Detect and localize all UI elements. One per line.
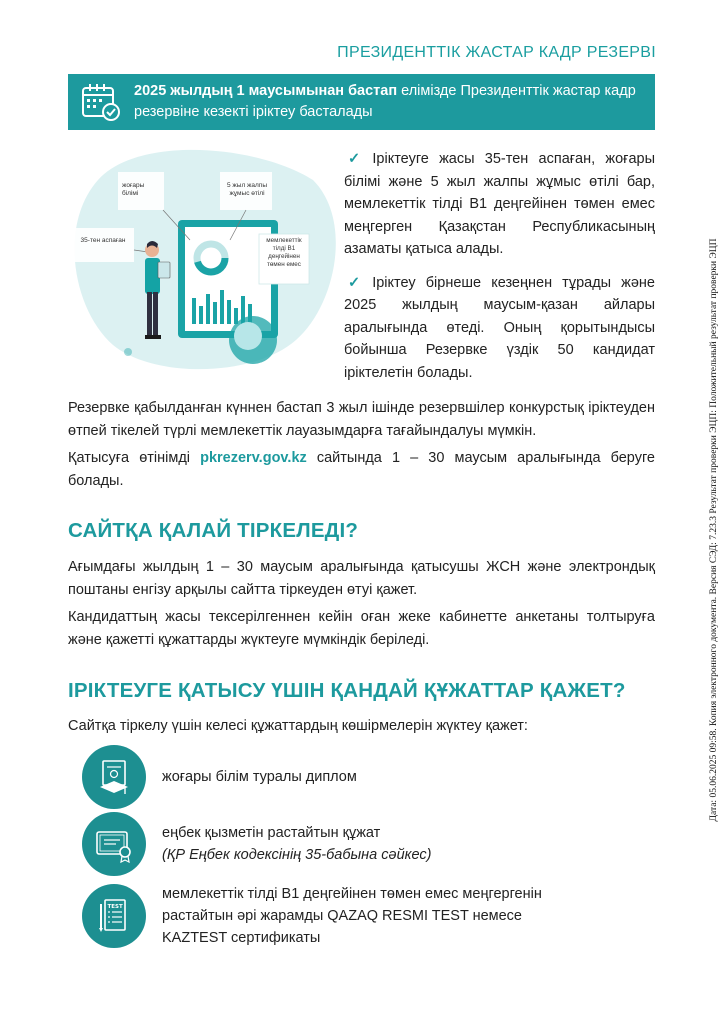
- calendar-check-icon: [68, 82, 134, 122]
- banner-text: [134, 81, 655, 123]
- svg-text:TEST: TEST: [107, 904, 123, 910]
- illustration-label-education: жоғары білімі: [122, 182, 145, 197]
- check-item-1: [344, 148, 655, 261]
- document-label: жоғары білім туралы диплом: [162, 769, 357, 785]
- check-item-2: [344, 272, 655, 385]
- illustration-label-language: мемлекеттік тілді В1 деңгейінен төмен емес: [266, 237, 302, 268]
- reserve-paragraph: Резервке қабылданған күннен бастап 3 жыл ішінде резервшілер конкурстық іріктеуден өтпей тікелей түрлі мемлекеттік лауазымдарға тағайындалуы мүмкін.: [68, 400, 655, 439]
- document-text: [162, 822, 431, 866]
- edms-stamp-text: Дата: 05.06.2025 09:58. Копия электронного документа. Версия СЭД: 7.23.3 Результат проверки ЭЦП: Положительный результат проверки ЭЦП: [709, 238, 719, 822]
- check-text: Іріктеуге жасы 35-тен аспаған, жоғары білімі және 5 жыл жалпы жұмыс өтілі бар, мемлекеттік тілді В1 деңгейінен төмен емес меңгерген Қазақстан Республикасының азаматы қатыса алады.: [344, 151, 656, 257]
- section-title-registration: САЙТҚА ҚАЛАЙ ТІРКЕЛЕДІ?: [68, 519, 359, 542]
- application-text-after: сайтында 1 – 30 маусым аралығында беруге болады.: [68, 450, 655, 489]
- check-text: Іріктеу бірнеше кезеңнен тұрады және 2025 жылдың маусым-қазан айлары аралығында өтеді. Оның қорытындысы бойынша Резервке үздік 50 кандидат іріктелетін болады.: [344, 274, 655, 381]
- document-note: (ҚР Еңбек кодексінің 35-бабына сәйкес): [162, 847, 432, 863]
- document-item-employment: [82, 812, 431, 876]
- application-paragraph: [68, 447, 655, 492]
- illustration-label-experience: 5 жыл жалпы жұмыс өтілі: [227, 182, 267, 197]
- edms-stamp: [708, 90, 720, 970]
- checkmark-icon: ✓: [348, 274, 367, 291]
- application-text-before: Қатысуға өтінімді: [68, 450, 201, 466]
- test-document-icon: [82, 884, 146, 948]
- banner-bold-text: 2025 жылдың 1 маусымынан бастап: [134, 83, 398, 99]
- document-text: [162, 766, 357, 788]
- document-item-language-test: [82, 883, 582, 949]
- registration-paragraph-2: Кандидаттың жасы тексерілгеннен кейін оған жеке кабинетте анкетаны толтыруға және қажетті құжаттарды жүктеуге мүмкіндік беріледі.: [68, 609, 655, 648]
- illustration-label-age: 35-тен аспаған: [80, 237, 126, 244]
- certificate-icon: [82, 812, 146, 876]
- diploma-icon: [82, 745, 146, 809]
- document-item-diploma: [82, 745, 357, 809]
- section-title-documents: ІРІКТЕУГЕ ҚАТЫСУ ҮШІН ҚАНДАЙ ҚҰЖАТТАР ҚАЖЕТ?: [68, 679, 626, 702]
- eligibility-list: [344, 148, 655, 395]
- page-header-title: ПРЕЗИДЕНТТІК ЖАСТАР КАДР РЕЗЕРВІ: [337, 44, 656, 61]
- info-banner: [68, 74, 655, 130]
- document-label: еңбек қызметін растайтын құжат: [162, 825, 381, 841]
- banner-rest-text: елімізде Президенттік жастар кадр резервіне кезекті іріктеу басталады: [134, 83, 636, 120]
- documents-intro: Сайтқа тіркелу үшін келесі құжаттардың көшірмелерін жүктеу қажет:: [68, 718, 528, 734]
- requirements-illustration: [68, 140, 338, 380]
- checkmark-icon: ✓: [348, 151, 367, 167]
- registration-paragraph-1: Ағымдағы жылдың 1 – 30 маусым аралығында қатысушы ЖСН және электрондық поштаны енгізу арқылы сайтта тіркеуден өтуі қажет.: [68, 559, 655, 598]
- document-text: мемлекеттік тілді В1 деңгейінен төмен емес меңгергенін растайтын әрі жарамды QAZAQ RESMI TEST немесе KAZTEST сертификаты: [162, 886, 542, 946]
- pkrezerv-link[interactable]: pkrezerv.gov.kz: [200, 450, 307, 466]
